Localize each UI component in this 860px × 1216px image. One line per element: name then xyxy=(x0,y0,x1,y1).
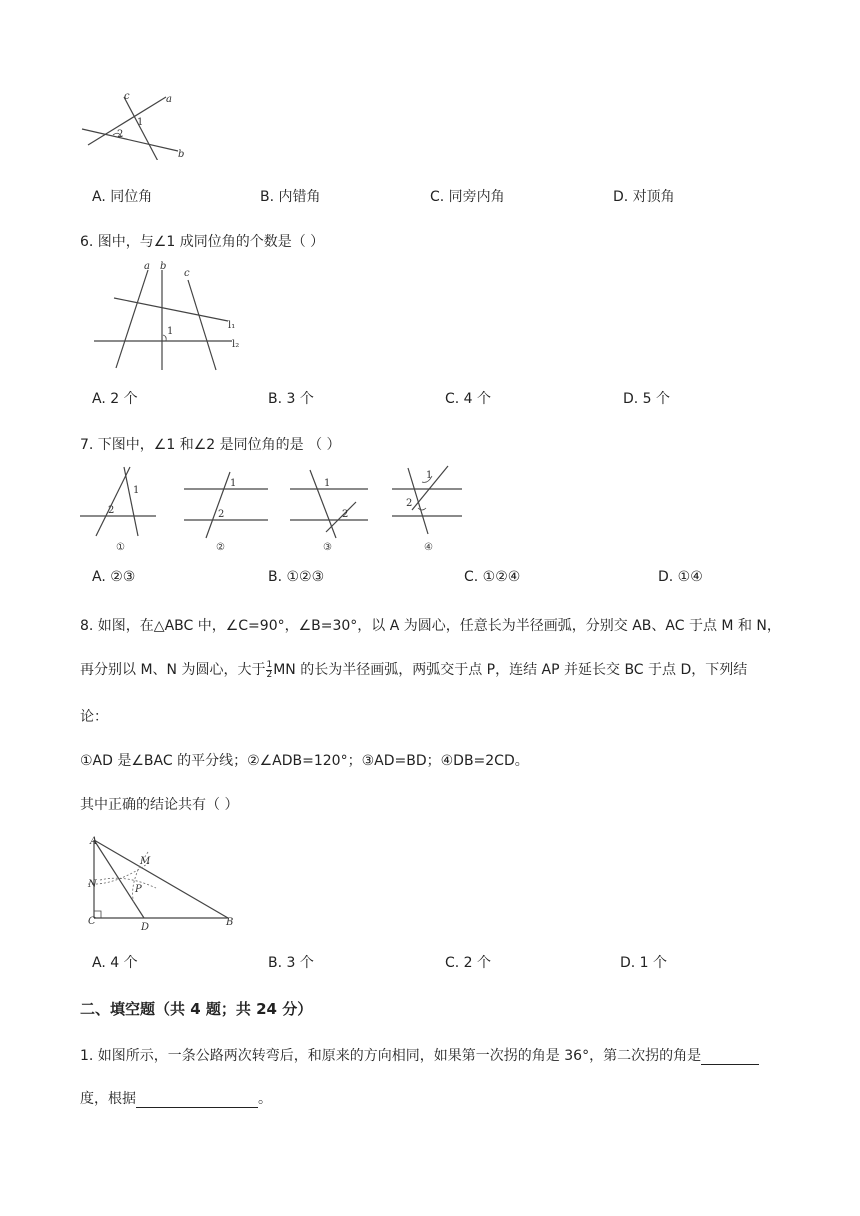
fill1-blank-2[interactable] xyxy=(136,1091,258,1108)
q8-label-p: P xyxy=(135,884,142,895)
q8-line-2-pre: 再分别以 M、N 为圆心，大于 xyxy=(80,662,266,678)
q7-figure-3 xyxy=(290,470,368,553)
q7-fig3-label-2: 2 xyxy=(342,509,349,520)
q8-line-1: 8. 如图，在△ABC 中，∠C=90°，∠B=30°，以 A 为圆心，任意长为半径画弧，分别交 AB、AC 于点 M 和 N， xyxy=(80,618,781,634)
q8-option-b[interactable]: B. 3 个 xyxy=(268,955,314,971)
fill1-line-2-pre: 度，根据 xyxy=(80,1091,136,1107)
q8-line-2 xyxy=(80,659,747,680)
q6-label-l1: l₁ xyxy=(228,320,236,331)
q6-stem: 6. 图中，与∠1 成同位角的个数是（ ） xyxy=(80,234,325,250)
q5-label-b: b xyxy=(178,149,185,160)
q8-label-c: C xyxy=(88,916,96,927)
q8-label-n: N xyxy=(88,879,97,890)
q6-figure xyxy=(92,258,252,373)
q7-fig2-label-2: 2 xyxy=(218,509,225,520)
q7-fig4-label-2: 2 xyxy=(406,498,413,509)
q7-caption-4: ④ xyxy=(424,542,433,553)
q5-label-1: 1 xyxy=(137,117,144,128)
q7-fig2-label-1: 1 xyxy=(230,478,237,489)
q5-option-d[interactable]: D. 对顶角 xyxy=(613,189,675,205)
q8-conclusions: ①AD 是∠BAC 的平分线；②∠ADB=120°；③AD=BD；④DB=2CD。 xyxy=(80,753,529,769)
q7-caption-3: ③ xyxy=(323,542,332,553)
q5-option-b[interactable]: B. 内错角 xyxy=(260,189,321,205)
q5-label-c: c xyxy=(124,91,130,102)
q6-option-c[interactable]: C. 4 个 xyxy=(445,391,492,407)
fill1-line-2 xyxy=(80,1088,272,1108)
q8-line-3: 论： xyxy=(80,709,108,725)
q7-option-b[interactable]: B. ①②③ xyxy=(268,569,325,585)
q7-option-a[interactable]: A. ②③ xyxy=(92,569,136,585)
q7-caption-1: ① xyxy=(116,542,125,553)
q6-label-b: b xyxy=(160,261,167,272)
q5-option-c[interactable]: C. 同旁内角 xyxy=(430,189,505,205)
q8-option-c[interactable]: C. 2 个 xyxy=(445,955,492,971)
section-2-heading: 二、填空题（共 4 题；共 24 分） xyxy=(80,1000,313,1018)
q6-label-1: 1 xyxy=(167,326,174,337)
q8-option-a[interactable]: A. 4 个 xyxy=(92,955,138,971)
q6-label-l2: l₂ xyxy=(232,339,240,350)
q5-label-2: 2 xyxy=(117,129,124,140)
q6-label-a: a xyxy=(144,261,150,272)
fill1-blank-1[interactable] xyxy=(701,1048,759,1065)
q8-fraction-den: 2 xyxy=(266,669,273,680)
q5-option-a[interactable]: A. 同位角 xyxy=(92,189,153,205)
q6-label-c: c xyxy=(184,268,190,279)
q7-option-d[interactable]: D. ①④ xyxy=(658,569,703,585)
q5-label-a: a xyxy=(166,94,172,105)
q7-figures xyxy=(78,462,478,554)
q8-ask: 其中正确的结论共有（ ） xyxy=(80,797,239,813)
q8-label-m: M xyxy=(140,856,151,867)
q7-fig1-label-2: 2 xyxy=(108,505,115,516)
q8-fraction xyxy=(266,661,272,680)
q8-label-a: A xyxy=(90,836,98,847)
q7-figure-2 xyxy=(184,472,268,553)
q7-fig1-label-1: 1 xyxy=(133,485,140,496)
q8-line-2-post: MN 的长为半径画弧，两弧交于点 P，连结 AP 并延长交 BC 于点 D，下列结 xyxy=(273,662,748,678)
q7-fig3-label-1: 1 xyxy=(324,478,331,489)
q6-option-d[interactable]: D. 5 个 xyxy=(623,391,671,407)
q6-option-a[interactable]: A. 2 个 xyxy=(92,391,138,407)
fill1-line-1 xyxy=(80,1045,759,1065)
fill1-line-1-text: 1. 如图所示，一条公路两次转弯后，和原来的方向相同，如果第一次拐的角是 36°，第二次拐的角是 xyxy=(80,1048,702,1064)
q7-option-c[interactable]: C. ①②④ xyxy=(464,569,521,585)
q8-fraction-num: 1 xyxy=(266,659,273,670)
q7-stem: 7. 下图中，∠1 和∠2 是同位角的是 （ ） xyxy=(80,437,341,453)
q8-figure xyxy=(86,832,246,932)
fill1-line-2-post: 。 xyxy=(258,1091,272,1107)
q7-fig4-label-1: 1 xyxy=(426,470,433,481)
q8-label-d: D xyxy=(141,922,150,932)
q7-figure-1 xyxy=(80,467,156,553)
q8-label-b: B xyxy=(226,917,234,928)
q6-option-b[interactable]: B. 3 个 xyxy=(268,391,314,407)
q7-caption-2: ② xyxy=(216,542,225,553)
q5-figure xyxy=(78,85,193,160)
q8-option-d[interactable]: D. 1 个 xyxy=(620,955,668,971)
q7-figure-4 xyxy=(392,466,462,553)
